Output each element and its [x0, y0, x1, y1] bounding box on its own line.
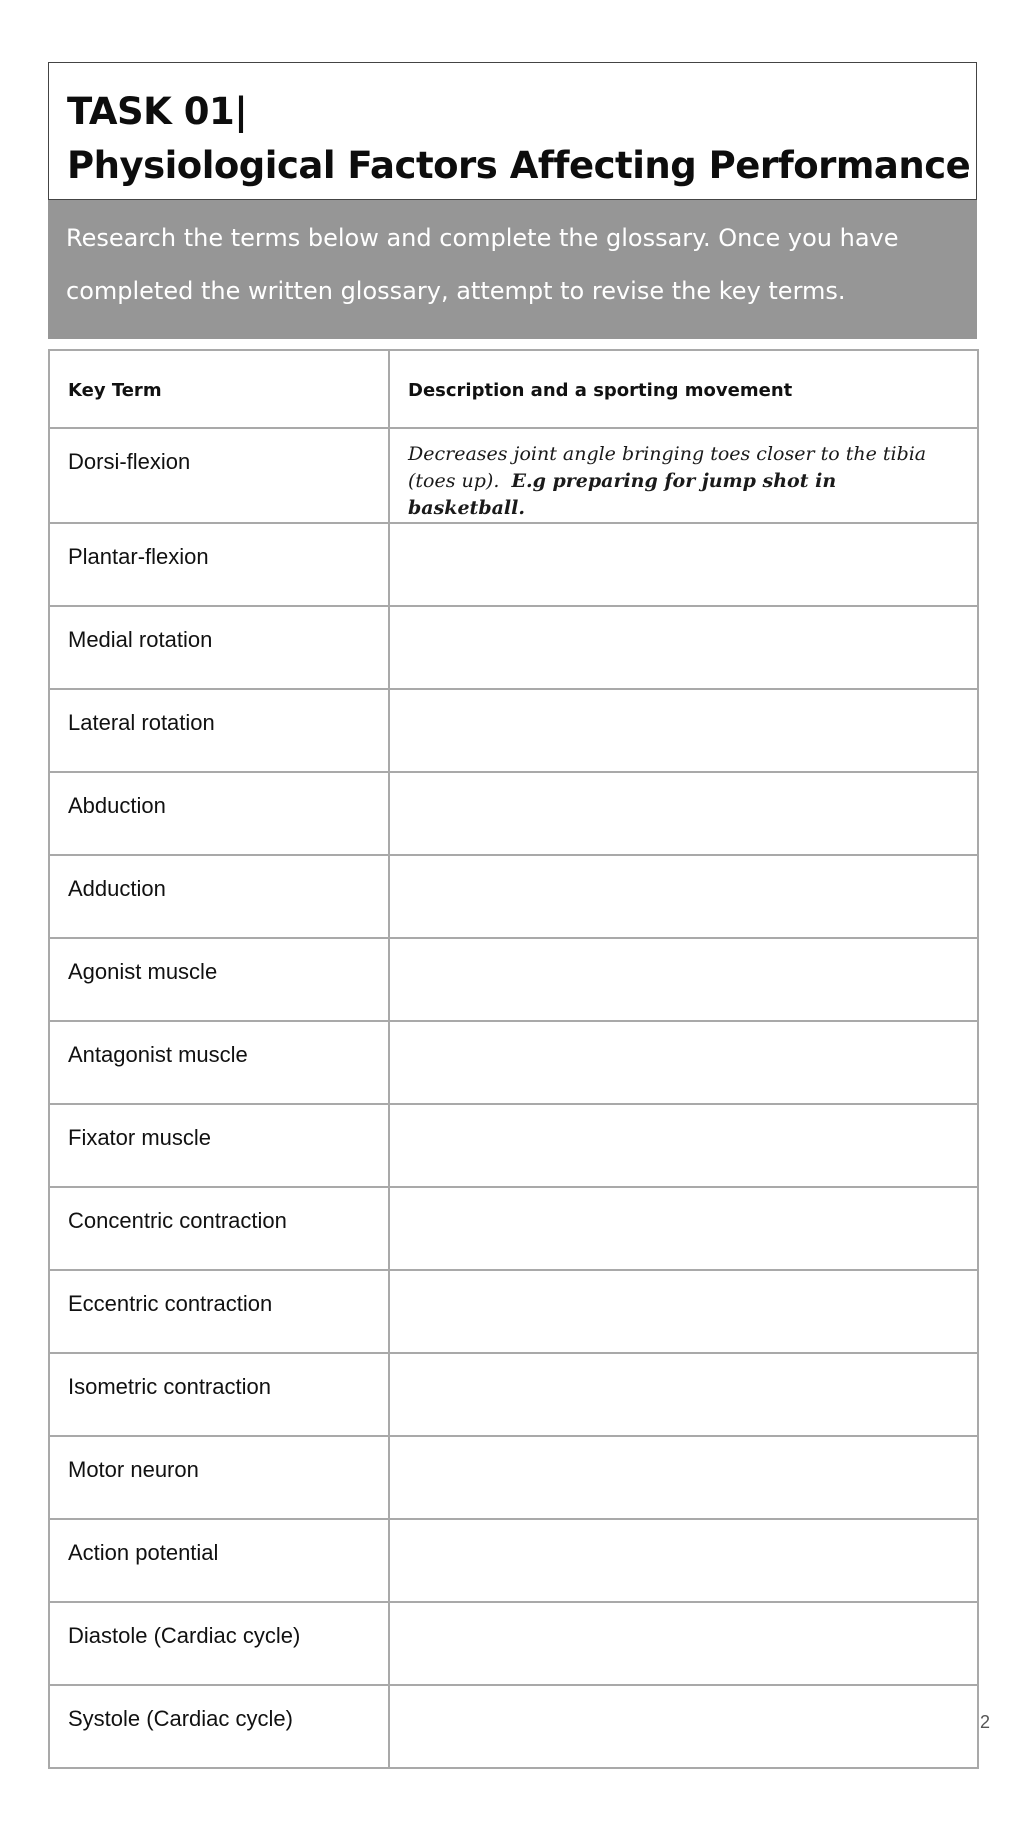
table-row — [49, 1353, 978, 1436]
instructions-line-2: completed the written glossary, attempt to revise the key terms. — [66, 277, 846, 305]
term-label: Diastole (Cardiac cycle) — [68, 1623, 301, 1648]
description-cell[interactable] — [389, 1187, 978, 1270]
description-line-2: (toes up). — [408, 470, 500, 492]
table-row — [49, 1187, 978, 1270]
key-term-header: Key Term — [49, 350, 389, 428]
description-cell[interactable] — [389, 1353, 978, 1436]
task-number: TASK 01| — [67, 90, 248, 133]
page-number: 2 — [980, 1712, 991, 1732]
table-row — [49, 1104, 978, 1187]
page-title: Physiological Factors Affecting Performance — [67, 144, 971, 187]
description-cell[interactable] — [389, 1685, 978, 1768]
description-header: Description and a sporting movement — [389, 350, 978, 428]
table-header-row — [49, 350, 978, 428]
term-label: Systole (Cardiac cycle) — [68, 1706, 293, 1731]
description-cell[interactable] — [389, 1519, 978, 1602]
term-label: Abduction — [68, 793, 166, 818]
description-cell[interactable] — [389, 606, 978, 689]
term-label: Antagonist muscle — [68, 1042, 248, 1067]
glossary-table — [48, 349, 979, 1769]
table-row — [49, 523, 978, 606]
term-label: Lateral rotation — [68, 710, 215, 735]
term-label: Motor neuron — [68, 1457, 199, 1482]
description-cell[interactable] — [389, 428, 978, 523]
table-row — [49, 1436, 978, 1519]
term-cell — [49, 1104, 389, 1187]
term-cell — [49, 1353, 389, 1436]
term-cell — [49, 1436, 389, 1519]
term-label: Concentric contraction — [68, 1208, 287, 1233]
description-line-1: Decreases joint angle bringing toes closer to the tibia — [408, 443, 927, 465]
term-label: Fixator muscle — [68, 1125, 212, 1150]
table-row — [49, 772, 978, 855]
term-label: Agonist muscle — [68, 959, 218, 984]
term-label: Adduction — [68, 876, 166, 901]
description-cell[interactable] — [389, 772, 978, 855]
table-row — [49, 1270, 978, 1353]
term-label: Action potential — [68, 1540, 219, 1565]
table-row — [49, 606, 978, 689]
description-cell[interactable] — [389, 1436, 978, 1519]
table-row — [49, 1685, 978, 1768]
term-cell — [49, 1685, 389, 1768]
table-row — [49, 1519, 978, 1602]
term-cell — [49, 1519, 389, 1602]
example-description — [408, 429, 959, 522]
description-cell[interactable] — [389, 1021, 978, 1104]
term-cell — [49, 772, 389, 855]
description-cell[interactable] — [389, 855, 978, 938]
term-cell — [49, 606, 389, 689]
description-cell[interactable] — [389, 1270, 978, 1353]
term-label: Eccentric contraction — [68, 1291, 273, 1316]
description-cell[interactable] — [389, 523, 978, 606]
term-cell — [49, 1021, 389, 1104]
table-row — [49, 689, 978, 772]
instructions-banner — [48, 200, 977, 339]
table-row — [49, 855, 978, 938]
term-label: Plantar-flexion — [68, 544, 209, 569]
term-cell — [49, 689, 389, 772]
term-cell — [49, 1602, 389, 1685]
term-label: Isometric contraction — [68, 1374, 271, 1399]
sporting-example: E.g preparing for jump shot in basketball. — [408, 470, 837, 519]
term-cell — [49, 855, 389, 938]
term-cell — [49, 1187, 389, 1270]
term-cell — [49, 938, 389, 1021]
description-cell[interactable] — [389, 689, 978, 772]
term-cell — [49, 1270, 389, 1353]
description-cell[interactable] — [389, 1104, 978, 1187]
term-cell — [49, 523, 389, 606]
term-cell — [49, 428, 389, 523]
instructions-line-1: Research the terms below and complete the glossary. Once you have — [66, 224, 899, 252]
title-box — [48, 62, 977, 200]
term-label: Medial rotation — [68, 627, 213, 652]
term-label: Dorsi-flexion — [68, 449, 191, 474]
table-row — [49, 938, 978, 1021]
table-row — [49, 428, 978, 523]
description-cell[interactable] — [389, 1602, 978, 1685]
description-cell[interactable] — [389, 938, 978, 1021]
table-row — [49, 1021, 978, 1104]
table-row — [49, 1602, 978, 1685]
